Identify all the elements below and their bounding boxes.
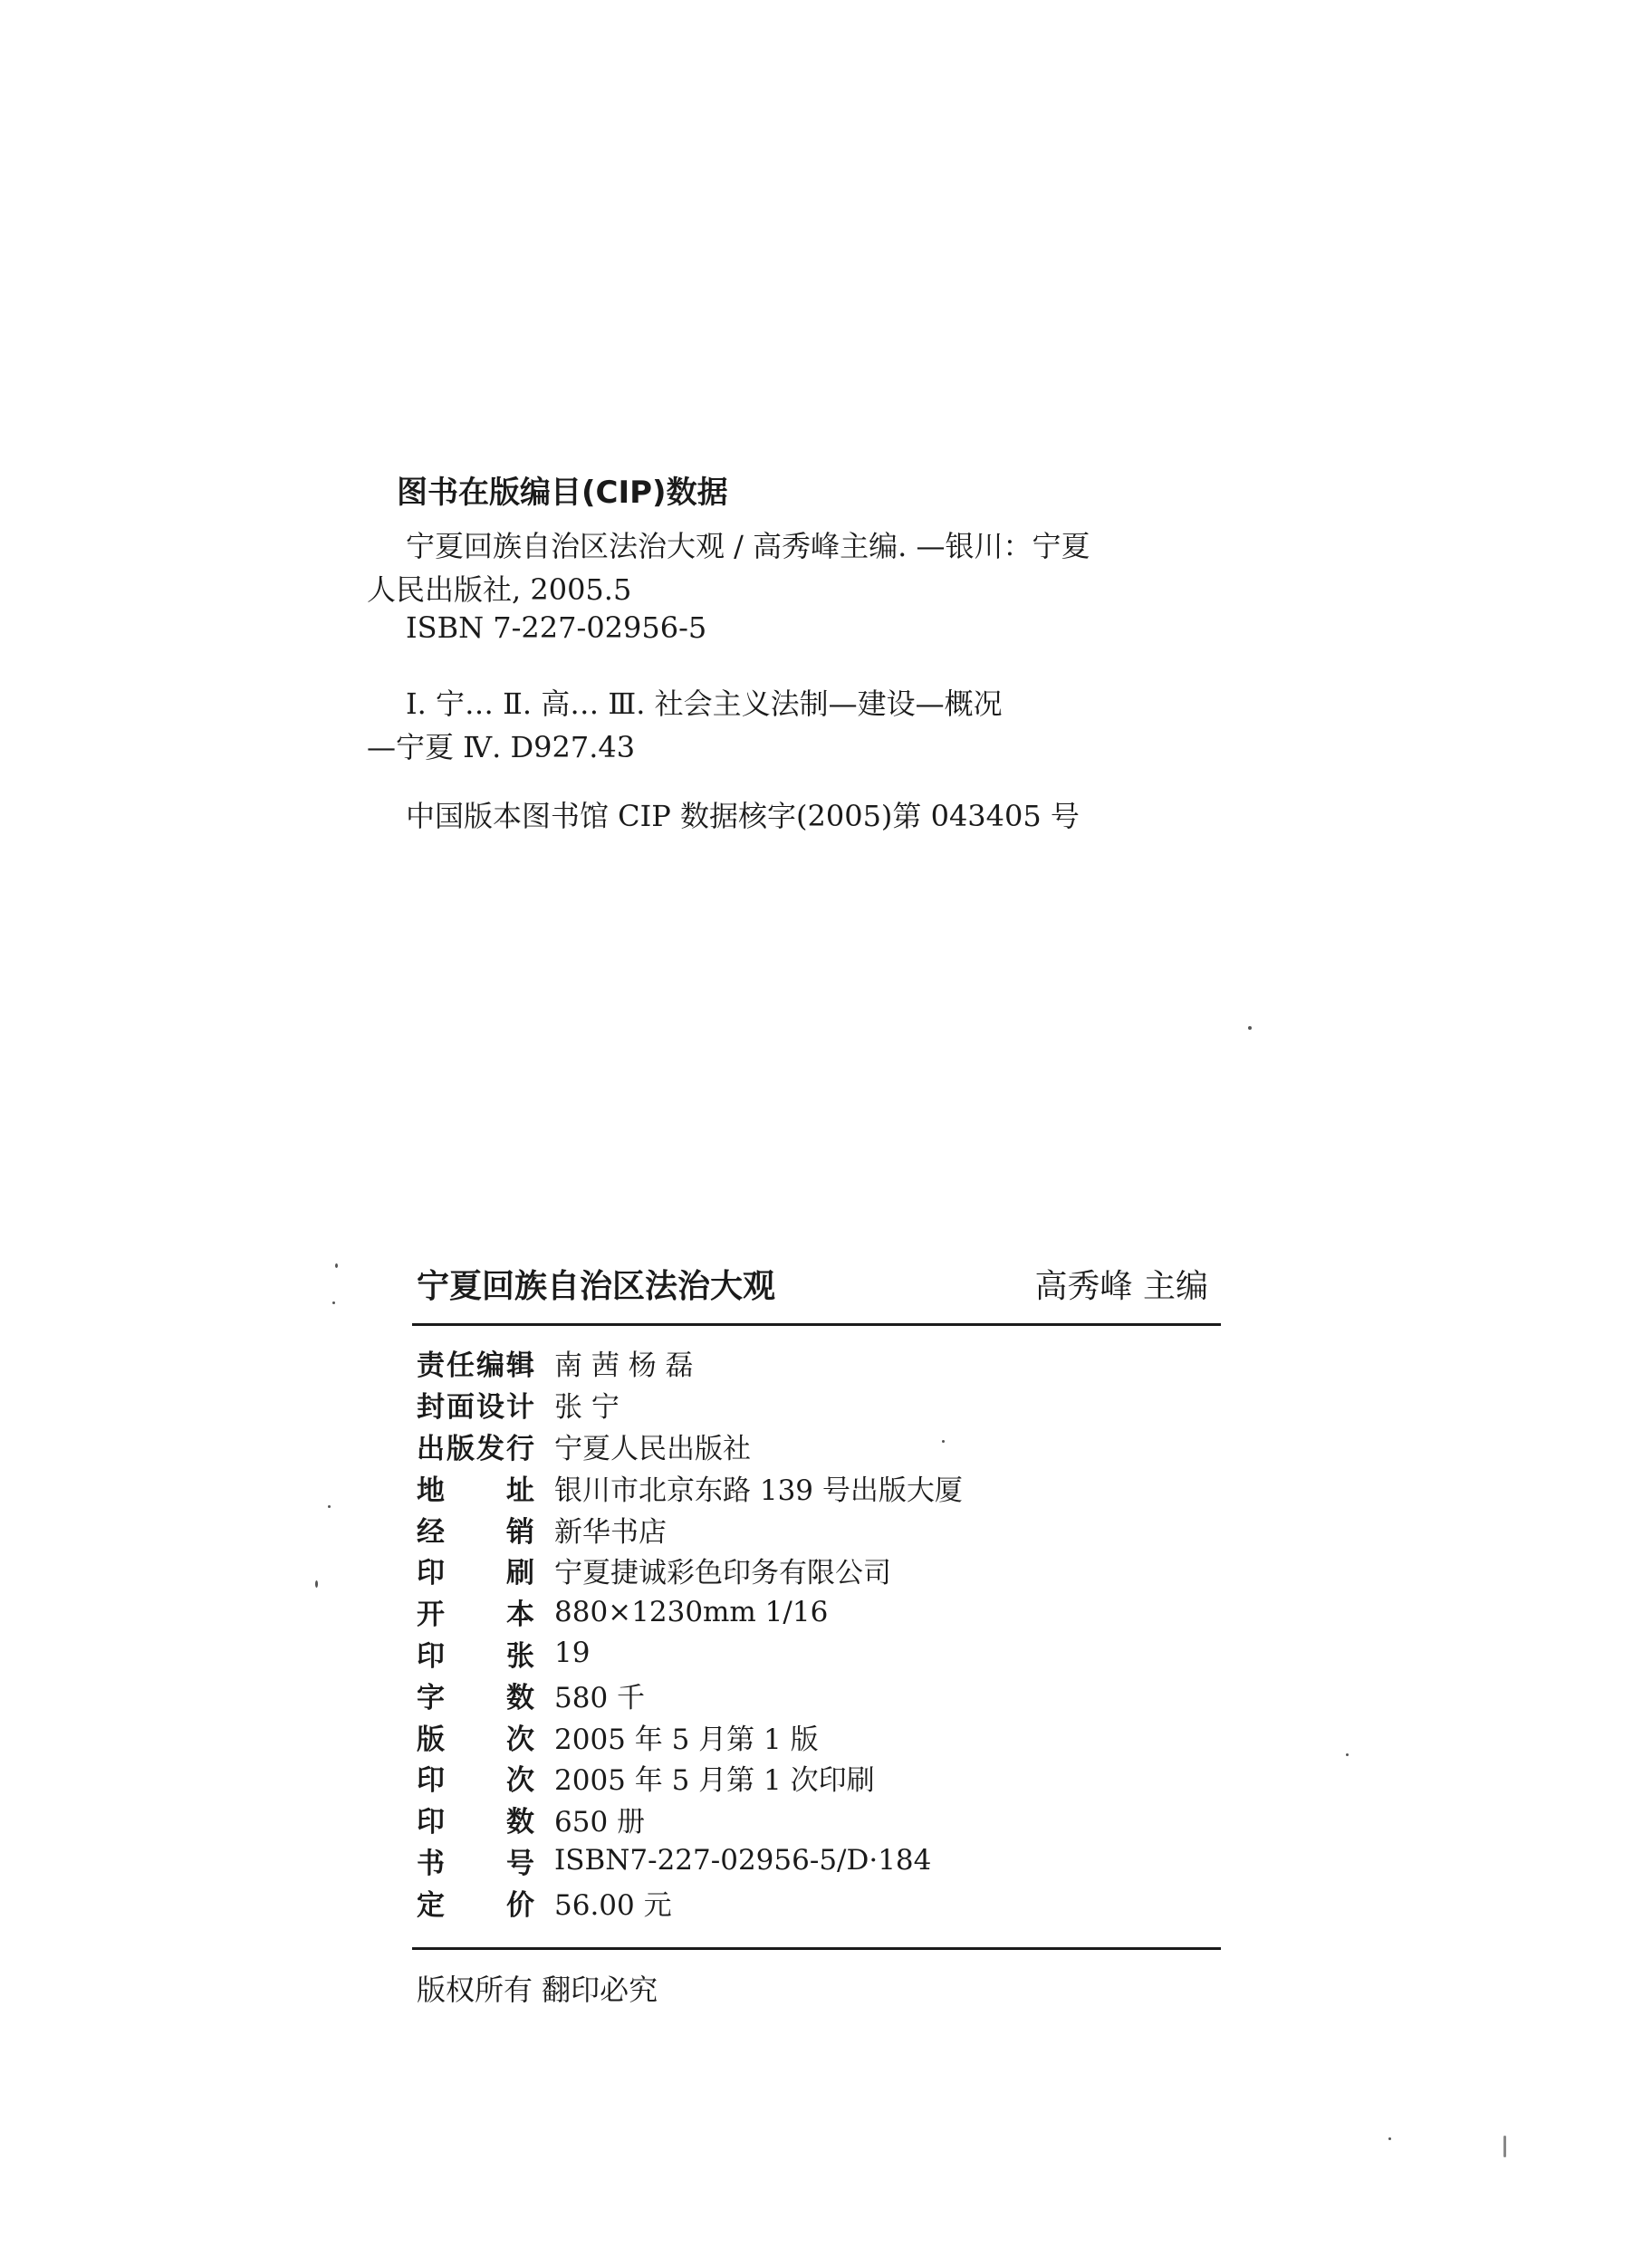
info-row (417, 1799, 963, 1840)
info-row (417, 1550, 963, 1591)
info-row (417, 1674, 963, 1715)
info-value: 650 册 (554, 1806, 646, 1839)
info-label: 印次 (417, 1764, 534, 1798)
scan-speck (1388, 2137, 1391, 2140)
info-row (417, 1633, 963, 1675)
info-row (417, 1881, 963, 1923)
info-value: 张 宁 (554, 1391, 620, 1425)
info-value: 宁夏捷诚彩色印务有限公司 (554, 1557, 891, 1590)
info-row (417, 1508, 963, 1550)
info-label: 封面设计 (417, 1391, 534, 1425)
info-value: 19 (554, 1637, 591, 1670)
colophon-book-title: 宁夏回族自治区法治大观 (417, 1268, 776, 1305)
cip-line-isbn: ISBN 7-227-02956-5 (406, 610, 707, 645)
info-label: 书号 (417, 1847, 534, 1880)
copyright-notice: 版权所有 翻印必究 (417, 1973, 658, 2007)
info-value: 宁夏人民出版社 (554, 1432, 751, 1465)
info-label: 字数 (417, 1681, 534, 1714)
scan-speck (1248, 1026, 1252, 1030)
cip-title: 图书在版编目(CIP)数据 (397, 475, 728, 511)
info-value: 880×1230mm 1/16 (554, 1595, 829, 1628)
info-row (417, 1715, 963, 1757)
cip-line-publisher: 人民出版社, 2005.5 (367, 572, 632, 607)
info-row (417, 1840, 963, 1882)
info-value: 银川市北京东路 139 号出版大厦 (554, 1474, 963, 1507)
info-value: ISBN7-227-02956-5/D·184 (554, 1844, 932, 1877)
scan-speck (1503, 2136, 1506, 2157)
cip-line-subjects-cont: —宁夏 Ⅳ. D927.43 (367, 730, 636, 764)
scan-speck (942, 1440, 945, 1443)
info-label: 地址 (417, 1474, 534, 1507)
scan-speck (335, 1263, 338, 1268)
info-label: 经销 (417, 1515, 534, 1549)
info-value: 南 茜 杨 磊 (554, 1349, 694, 1383)
info-row (417, 1466, 963, 1508)
info-value: 2005 年 5 月第 1 版 (554, 1723, 819, 1756)
cip-line-subjects: Ⅰ. 宁… Ⅱ. 高… Ⅲ. 社会主义法制—建设—概况 (406, 687, 1003, 721)
info-row (417, 1757, 963, 1799)
info-value: 56.00 元 (554, 1888, 672, 1922)
cip-line-record-number: 中国版本图书馆 CIP 数据核字(2005)第 043405 号 (406, 799, 1080, 833)
info-label: 版次 (417, 1723, 534, 1756)
scan-speck (1346, 1753, 1349, 1756)
scan-speck (315, 1580, 318, 1588)
info-value: 2005 年 5 月第 1 次印刷 (554, 1764, 875, 1798)
info-label: 印刷 (417, 1557, 534, 1590)
colophon-info-table (417, 1342, 963, 1923)
info-label: 开本 (417, 1599, 534, 1632)
colophon-top-rule (412, 1323, 1221, 1326)
info-row (417, 1342, 963, 1384)
info-label: 印数 (417, 1806, 534, 1839)
info-label: 责任编辑 (417, 1349, 534, 1383)
info-row (417, 1591, 963, 1633)
info-label: 出版发行 (417, 1432, 534, 1465)
scan-speck (332, 1301, 335, 1304)
info-row (417, 1426, 963, 1467)
info-label: 定价 (417, 1888, 534, 1922)
info-value: 新华书店 (554, 1515, 667, 1549)
info-value: 580 千 (554, 1681, 646, 1714)
info-row (417, 1384, 963, 1426)
colophon-bottom-rule (412, 1947, 1221, 1950)
info-label: 印张 (417, 1639, 534, 1673)
colophon-editor: 高秀峰 主编 (1034, 1268, 1208, 1305)
scan-speck (328, 1505, 331, 1508)
cip-line-title-author: 宁夏回族自治区法治大观 / 高秀峰主编. —银川：宁夏 (406, 529, 1090, 563)
